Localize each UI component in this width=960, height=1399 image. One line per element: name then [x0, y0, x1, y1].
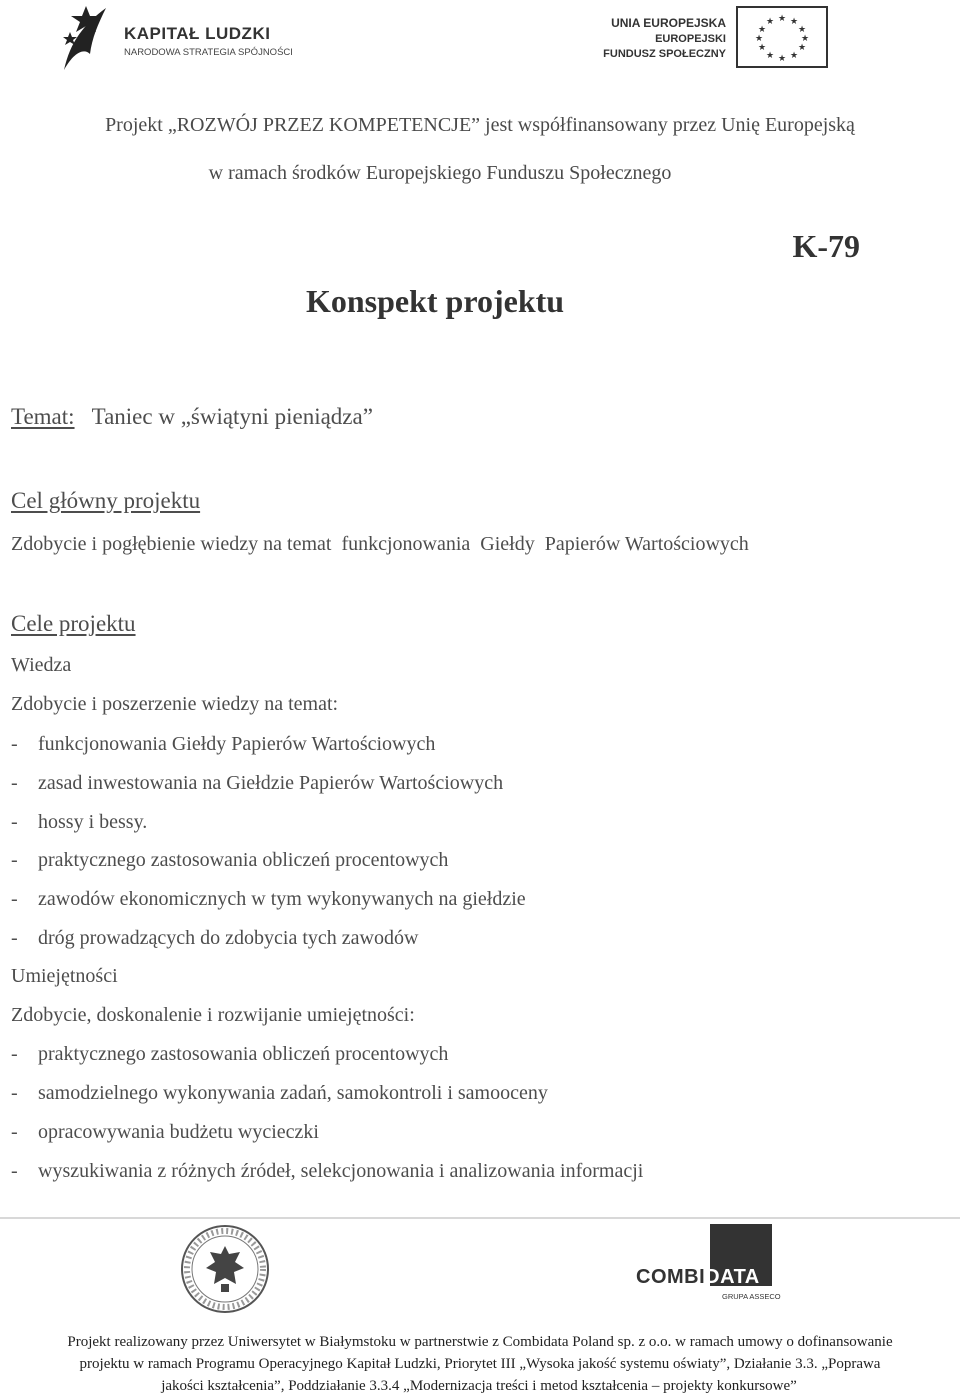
svg-text:★: ★ — [797, 25, 807, 35]
topic-value: Taniec w „świątyni pieniądza” — [91, 404, 373, 429]
footer-line-1: Projekt realizowany przez Uniwersytet w Białymstoku w partnerstwie z Combidata Poland sp. z o.o. w ramach umowy o dofinansowanie — [67, 1334, 893, 1350]
svg-text:★: ★ — [777, 14, 787, 24]
document-code: K-79 — [792, 228, 860, 264]
list-item: - samodzielnego wykonywania zadań, samokontroli i samooceny — [11, 1082, 548, 1104]
list-item: - zawodów ekonomicznych w tym wykonywanych na giełdzie — [11, 888, 526, 910]
university-seal-icon — [180, 1224, 270, 1314]
knowledge-intro: Zdobycie i poszerzenie wiedzy na temat: — [11, 693, 339, 715]
list-item: - praktycznego zastosowania obliczeń procentowych — [11, 1043, 449, 1065]
kapital-ludzki-logo — [56, 2, 296, 74]
list-item: - dróg prowadzących do zdobycia tych zawodów — [11, 927, 419, 949]
list-item: - zasad inwestowania na Giełdzie Papierów Wartościowych — [11, 772, 504, 794]
svg-text:★: ★ — [757, 25, 767, 35]
svg-text:★: ★ — [765, 17, 775, 27]
eu-line-3: FUNDUSZ SPOŁECZNY — [603, 48, 726, 60]
list-item: - wyszukiwania z różnych źródeł, selekcjonowania i analizowania informacji — [11, 1160, 644, 1182]
project-line-1: Projekt „ROZWÓJ PRZEZ KOMPETENCJE” jest współfinansowany przez Unię Europejską — [105, 114, 855, 136]
footer-divider — [0, 1217, 960, 1219]
eu-flag-icon — [736, 6, 828, 68]
footer-line-2: projektu w ramach Programu Operacyjnego Kapitał Ludzki, Priorytet III „Wysoka jakość systemu oświaty”, Działanie 3.3. „Poprawa — [79, 1356, 881, 1372]
university-seal-logo — [180, 1224, 270, 1314]
main-goal-text: Zdobycie i pogłębienie wiedzy na temat funkcjonowania Giełdy Papierów Wartościowych — [11, 533, 749, 555]
svg-text:★: ★ — [765, 51, 775, 61]
kapital-ludzki-emblem-icon — [56, 2, 118, 74]
svg-text:★: ★ — [754, 34, 764, 44]
project-line-2: w ramach środków Europejskiego Funduszu Społecznego — [208, 162, 672, 184]
footer-line-3: jakości kształcenia”, Poddziałanie 3.3.4 „Modernizacja treści i metod kształcenia – projekty konkursowe” — [161, 1378, 797, 1394]
combidata-sub: GRUPA ASSECO — [722, 1292, 781, 1301]
eu-efs-logo — [600, 4, 830, 70]
list-item: - funkcjonowania Giełdy Papierów Wartościowych — [11, 733, 436, 755]
kapital-ludzki-title: KAPITAŁ LUDZKI — [124, 24, 271, 43]
knowledge-label: Wiedza — [11, 654, 72, 676]
eu-line-2: EUROPEJSKI — [655, 33, 726, 45]
svg-text:★: ★ — [757, 43, 767, 53]
list-item: - opracowywania budżetu wycieczki — [11, 1121, 319, 1143]
svg-text:★: ★ — [777, 54, 787, 64]
main-goal-heading: Cel główny projektu — [11, 488, 201, 513]
combidata-logo — [636, 1224, 781, 1308]
skills-label: Umiejętności — [11, 965, 118, 987]
page-title: Konspekt projektu — [305, 283, 565, 319]
list-item: - praktycznego zastosowania obliczeń procentowych — [11, 849, 449, 871]
topic-row — [11, 404, 373, 430]
combidata-word: COMBIDATA — [636, 1266, 760, 1288]
list-item: - hossy i bessy. — [11, 811, 148, 833]
topic-label: Temat: — [11, 404, 75, 429]
svg-text:★: ★ — [797, 43, 807, 53]
svg-text:★: ★ — [789, 51, 799, 61]
goals-heading: Cele projektu — [11, 611, 136, 636]
skills-intro: Zdobycie, doskonalenie i rozwijanie umiejętności: — [11, 1004, 415, 1026]
svg-text:★: ★ — [800, 34, 810, 44]
eu-line-1: UNIA EUROPEJSKA — [611, 16, 726, 30]
kapital-ludzki-subtitle: NARODOWA STRATEGIA SPÓJNOŚCI — [124, 47, 293, 58]
svg-text:★: ★ — [789, 17, 799, 27]
